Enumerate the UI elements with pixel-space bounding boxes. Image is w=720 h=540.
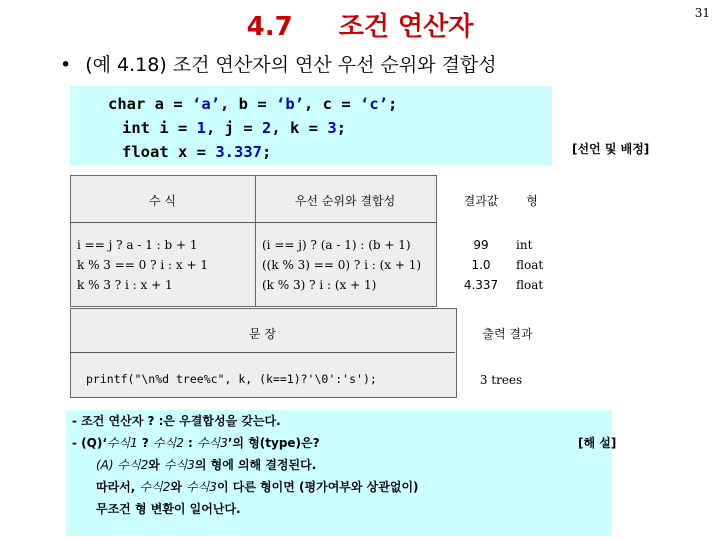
code-text: ;	[336, 119, 347, 137]
text: 수식3	[164, 458, 195, 472]
code-text: ;	[388, 95, 398, 113]
code-value: ‘c’	[360, 95, 388, 113]
code-value: ‘b’	[276, 95, 304, 113]
table-cell: int	[516, 238, 533, 252]
section-title: 조건 연산자	[338, 12, 474, 42]
table-cell: (i == j) ? (a - 1) : (b + 1)	[262, 238, 411, 252]
table-cell: 4.337	[463, 278, 499, 292]
table-cell: ((k % 3) == 0) ? i : (x + 1)	[262, 258, 422, 272]
text: 수식3	[197, 436, 228, 450]
text: ?	[137, 436, 154, 450]
type-list	[516, 235, 543, 295]
text: 의 형에 의해 결정된다.	[194, 458, 317, 472]
table-cell: 99	[473, 238, 489, 252]
code-text: , j =	[206, 119, 262, 137]
explanation-line-1: - 조건 연산자 ? :은 우결합성을 갖는다.	[72, 414, 281, 428]
text: 따라서,	[96, 480, 140, 494]
section-number: 4.7	[246, 12, 293, 42]
table-cell: float	[516, 278, 544, 292]
header-precedence: 우선 순위와 결합성	[294, 194, 396, 208]
table-cell: k % 3 == 0 ? i : x + 1	[77, 258, 208, 272]
table-cell: i == j ? a - 1 : b + 1	[77, 238, 198, 252]
code-text: , c =	[304, 95, 360, 113]
code-value: 3.337	[215, 143, 262, 161]
code-value: 1	[196, 119, 206, 137]
statement-divider	[70, 352, 455, 353]
page-number: 31	[694, 6, 710, 20]
text: (A)	[96, 458, 118, 472]
table-cell: float	[516, 258, 544, 272]
code-line-3	[122, 140, 271, 164]
text: 수식1	[106, 436, 138, 450]
header-expr: 수 식	[149, 194, 176, 208]
text: 수식2	[153, 436, 184, 450]
text: 와	[148, 458, 164, 472]
code-line-2	[122, 116, 346, 140]
explanation-line-2	[72, 432, 320, 454]
code-text: float x =	[122, 143, 216, 161]
explanation-tag: [해 설]	[578, 436, 617, 450]
output-value: 3 trees	[479, 373, 523, 387]
text: 수식2	[139, 480, 171, 494]
result-list	[450, 235, 512, 295]
expression-list	[77, 235, 208, 295]
code-text: char a =	[108, 95, 192, 113]
explanation-line-3	[96, 454, 316, 476]
precedence-list	[262, 235, 421, 295]
explanation-line-5: 무조건 형 변환이 일어난다.	[96, 502, 241, 516]
statement-code: printf("\n%d tree%c", k, (k==1)?'\0':'s');	[86, 372, 377, 386]
code-text: , k =	[271, 119, 328, 137]
table-divider	[70, 222, 436, 223]
code-text: ;	[262, 143, 272, 161]
text: - (Q)‘	[72, 436, 107, 450]
bullet-text: (예 4.18) 조건 연산자의 연산 우선 순위와 결합성	[85, 54, 497, 76]
bullet-mark: •	[60, 54, 72, 76]
code-text: , b =	[220, 95, 276, 113]
text: 이 다른 형이면 (평가여부와 상관없이)	[216, 480, 419, 494]
table-cell: 1.0	[471, 258, 491, 272]
header-type: 형	[526, 194, 538, 208]
bullet-line	[60, 50, 497, 77]
code-line-1	[108, 92, 397, 116]
declaration-tag: [선언 및 배정]	[572, 142, 650, 156]
header-result: 결과값	[463, 194, 499, 208]
code-value: 2	[262, 119, 272, 137]
explanation-line-4	[96, 476, 419, 498]
slide-title	[0, 6, 720, 43]
table-cell: k % 3 ? i : x + 1	[77, 278, 173, 292]
text: 수식3	[186, 480, 217, 494]
table-cell: (k % 3) ? i : (x + 1)	[262, 278, 377, 292]
text: :	[183, 436, 198, 450]
text: 수식2	[117, 458, 149, 472]
text: 와	[170, 480, 187, 494]
code-value: 3	[327, 119, 337, 137]
text: ’의 형(type)은?	[227, 436, 320, 450]
header-output: 출력 결과	[482, 327, 533, 341]
code-text: int i =	[122, 119, 197, 137]
code-value: ‘a’	[192, 95, 220, 113]
header-statement: 문 장	[249, 327, 276, 341]
